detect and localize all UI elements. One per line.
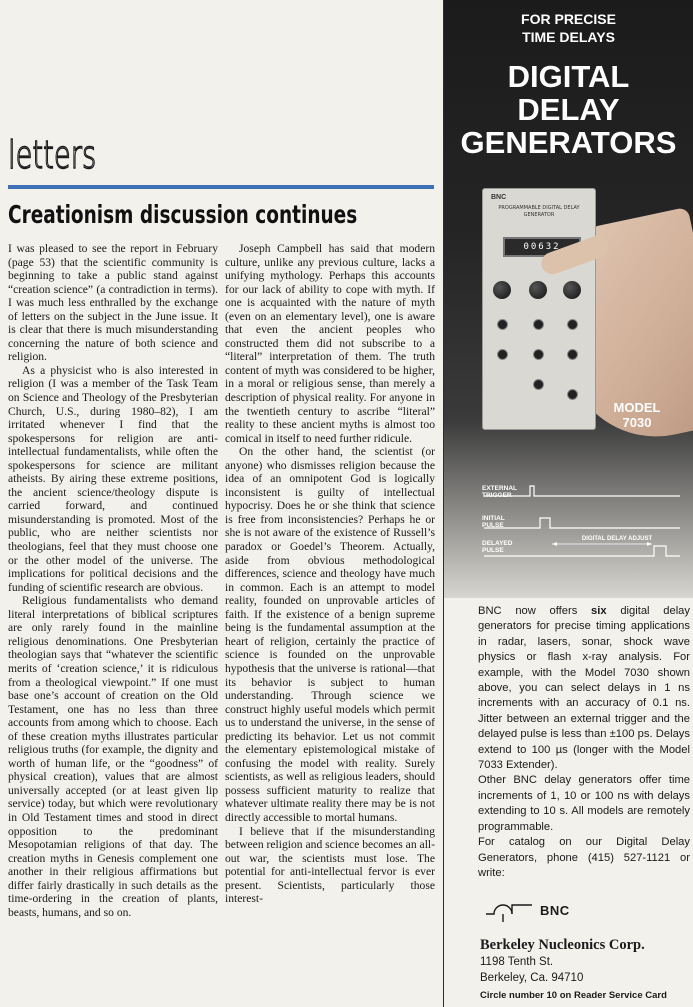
switch-icon	[567, 349, 578, 360]
switch-icon	[567, 389, 578, 400]
ad-body	[478, 604, 690, 881]
ad-paragraph: For catalog on our Digital Delay Generators, phone (415) 527-1121 or write:	[478, 836, 690, 879]
switch-icon	[533, 319, 544, 330]
article-paragraph: Joseph Campbell has said that modern culture, unlike any previous culture, lacks a unifying mythology. Perhaps this accounts for our lack of ability to cope with myth. If one is acquainted with the nature of myth (even on an elementary level), one is aware that even the ancient peoples who constructed them did not subscribe to a “literal” interpretation of them. The truth content of myth was considered to be higher, in a moral or religious sense, than merely a description of physical reality. For anyone in the twentieth century to ascribe “literal” reality to these ancient myths is almost too comical in itself to need further ridicule.	[225, 242, 435, 445]
address-line: Berkeley, Ca. 94710	[480, 972, 584, 984]
knob-icon	[563, 281, 581, 299]
bnc-logo-text: BNC	[540, 903, 570, 918]
signal-label: DIGITAL DELAY ADJUST	[581, 536, 653, 542]
device-logo: BNC	[491, 194, 507, 201]
ad-paragraph	[478, 604, 690, 773]
signal-label: EXTERNAL TRIGGER	[482, 485, 517, 499]
article-paragraph: As a physicist who is also interested in religion (I was a member of the Task Team on Science and Theology of the Presbyterian Church, U.S., during 1980–82), I am irritated whenever I find that the spokespersons for religion are anti-intellectual fundamentalists, while often the spokespersons for science are militant atheists. By airing these extreme positions, the ancient science/theology dispute is carried forward, and continued misunderstanding is promoted. Most of the public, who are neither scientists nor theologians, feel that they must choose one or the other model of the universe. The implications for political decisions and the funding of scientific research are obvious.	[8, 363, 218, 594]
device-label: PROGRAMMABLE DIGITAL DELAY GENERATOR	[498, 205, 580, 218]
model-word: MODEL	[613, 400, 661, 415]
switch-icon	[567, 319, 578, 330]
reader-service-note: Circle number 10 on Reader Service Card	[480, 990, 667, 1001]
company-name: Berkeley Nucleonics Corp.	[480, 937, 645, 953]
ad-text-bold: six	[591, 605, 607, 617]
switch-icon	[533, 349, 544, 360]
switch-icon	[497, 319, 508, 330]
section-title: letters	[8, 133, 97, 177]
ad-headline: GENERATORS	[460, 125, 677, 160]
switch-icon	[533, 379, 544, 390]
ad-paragraph: Other BNC delay generators offer time increments of 1, 10 or 100 ns with delays extending to 10 s. All models are remotely programmable.	[478, 774, 690, 833]
article-column-right	[225, 242, 435, 906]
ad-text: digital delay generators for precise timing applications in radar, lasers, sonar, shock wave physics or flash x-ray analysis. For example, with the Model 7030 shown above, you can select delays in 1 ns increments with an accuracy of 0.1 ns. Jitter between an external trigger and the delayed pulse is less than ±100 ps. Delays extend to 100 µs (longer with the Model 7033 Extender).	[478, 605, 690, 772]
article-column-left	[8, 242, 218, 919]
ad-headline: DELAY	[517, 92, 620, 127]
model-number: 7030	[622, 415, 652, 430]
signal-label: DELAYED PULSE	[482, 540, 513, 554]
address-line: 1198 Tenth St.	[480, 956, 554, 968]
article-paragraph: I was pleased to see the report in February (page 53) that the scientific community is beginning to take a public stand against “creation science” (a contradiction in terms). I was much less enthralled by the exchange of letters on the subject in the June issue. It is clear that there is much misunderstanding concerning the nature of both science and religion.	[8, 242, 218, 364]
ad-headline: DIGITAL	[507, 59, 630, 94]
section-rule	[8, 185, 434, 189]
model-label	[592, 400, 682, 430]
timing-diagram	[482, 480, 682, 562]
ad-tagline: FOR PRECISE	[521, 11, 616, 27]
ad-text: BNC now offers	[478, 605, 592, 617]
knob-icon	[529, 281, 547, 299]
delay-generator-device	[482, 188, 596, 430]
article-paragraph: I believe that if the misunderstanding between religion and science becomes an all-out war, the scientists must lose. The potential for anti-intellectual fervor is ever present. Scientists, particularly those interest-	[225, 824, 435, 906]
switch-icon	[497, 349, 508, 360]
knob-icon	[493, 281, 511, 299]
article-headline: Creationism discussion continues	[8, 200, 358, 229]
signal-label: INITIAL PULSE	[482, 515, 505, 529]
device-display: 00632	[503, 237, 581, 257]
article-paragraph: On the other hand, the scientist (or anyone) who dismisses religion because the idea of an omnipotent God is logically inconsistent is guilty of intellectual hypocrisy. Does he or she think that science is free from inconsistencies? Perhaps he or she is not aware of the existence of Russell’s paradox or Goedel’s Theorem. Actually, aside from obvious methodological differences, science and theology have much in common. Each is an attempt to model reality, founded on unprovable articles of faith. If the existence of a benign supreme being is the fundamental assumption at the heart of religion, certainly the practice of science is founded on the unprovable hypothesis that the universe is rational—that its behavior is subject to human understanding. Through science we construct highly useful models which permit us to understand the universe, in the sense of predicting its behavior. Let us not commit the elementary epistemological mistake of confusing the model with reality. Surely scientists, as well as religious leaders, should possess sufficient maturity to realize that whatever ultimate reality there may be is not directly accessible to mortal humans.	[225, 445, 435, 824]
article-paragraph: Religious fundamentalists who demand literal interpretations of biblical scriptures are only rarely found in the mainline religious denominations. One Presbyterian theologian says that “whatever the scientific merits of ‘creation science,’ it is ridiculous from a theological viewpoint.” If one must base one’s account of creation on the Old Testament, one has no less than three accounts from among which to choose. Each of these creation myths illustrates particular religious truths (for example, the dignity and worth of human life, or the “goodness” of physical creation), values that are almost universally accepted (or at least given lip service) today, but which were revolutionary in Old Testament times and stood in direct opposition to the predominant Mesopotamian religions of that day. The creation myths in Genesis complement one another in their religious affirmations but differ fairly drastically in such details as the time-ordering in the creation of plants, beasts, humans, and so on.	[8, 594, 218, 919]
advertisement	[444, 0, 693, 1007]
ad-tagline: TIME DELAYS	[522, 29, 615, 45]
